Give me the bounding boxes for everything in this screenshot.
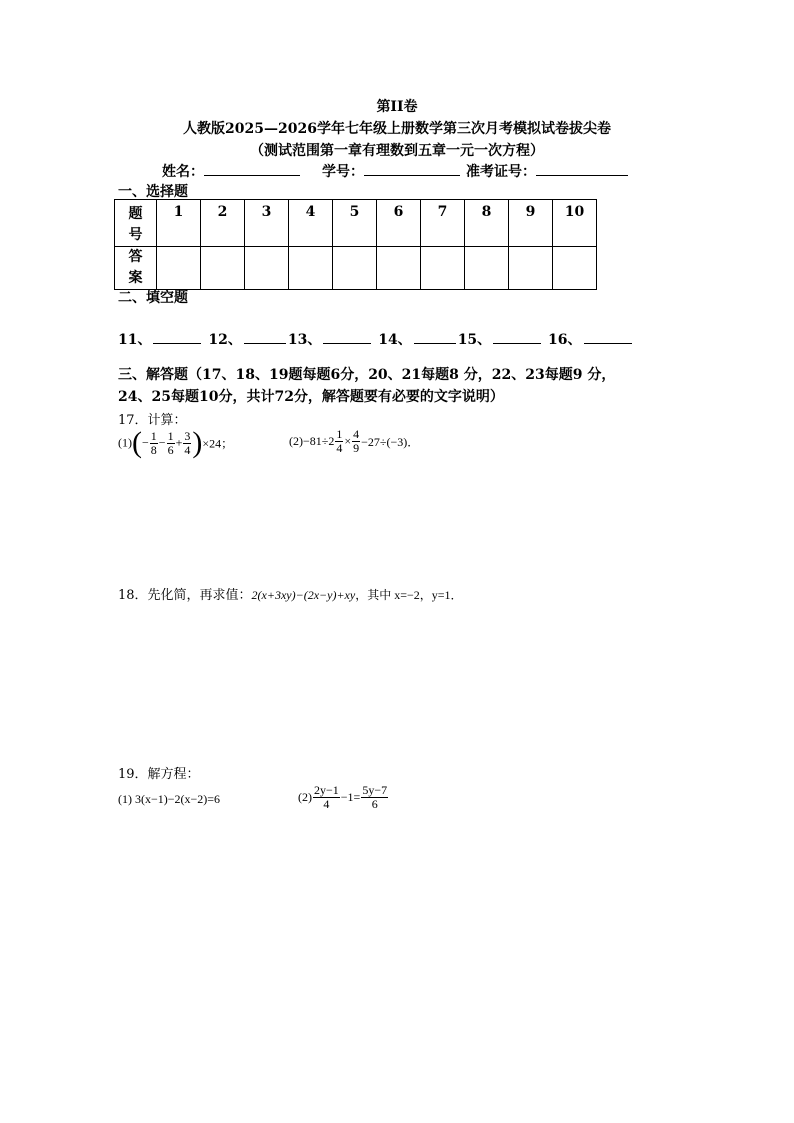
fill-blank[interactable]	[493, 329, 541, 344]
question-number-cell: 8	[465, 200, 509, 247]
question-number-cell: 3	[245, 200, 289, 247]
fill-blank[interactable]	[153, 329, 201, 344]
q18	[118, 584, 463, 603]
answer-cell[interactable]	[245, 247, 289, 290]
fill-blank[interactable]	[414, 329, 456, 344]
exam-id-label: 准考证号：	[466, 164, 536, 180]
fill-blank[interactable]	[323, 329, 371, 344]
student-id-field[interactable]	[322, 161, 460, 181]
section-fill-title: 二、填空题	[118, 290, 188, 306]
q18-condition: ，其中 x=−2，y=1．	[355, 588, 463, 602]
fill-item-label: 14、	[378, 332, 412, 348]
q19-part1: (1) 3(x−1)−2(x−2)=6	[118, 792, 221, 806]
question-number-cell: 6	[377, 200, 421, 247]
name-label: 姓名：	[162, 164, 204, 180]
fill-blanks-row	[118, 329, 634, 349]
fill-item-label: 12、	[208, 332, 242, 348]
question-number-cell: 5	[333, 200, 377, 247]
exam-id-blank[interactable]	[536, 161, 628, 176]
question-number-cell: 9	[509, 200, 553, 247]
answer-cell[interactable]	[157, 247, 201, 290]
section-solve-title: 三、解答题（17、18、19题每题6分，20、21每题8 分，22、23每题9 分， 24、25每题10分，共计72分，解答题要有必要的文字说明）	[118, 367, 616, 405]
exam-id-field[interactable]	[466, 161, 628, 181]
exam-title: 人教版2025—2026学年七年级上册数学第三次月考模拟试卷拔尖卷	[183, 121, 611, 137]
section-choice-title: 一、选择题	[118, 184, 188, 200]
fill-item-label: 11、	[118, 332, 152, 348]
q17-label: 17．计算：	[118, 413, 187, 428]
answer-cell[interactable]	[201, 247, 245, 290]
student-id-label: 学号：	[322, 164, 364, 180]
question-number-cell: 1	[157, 200, 201, 247]
fill-item-label: 13、	[287, 332, 322, 348]
answer-cell[interactable]	[377, 247, 421, 290]
fill-item-label: 15、	[457, 332, 492, 348]
q18-label: 18．先化简，再求值：	[118, 588, 252, 603]
question-number-cell: 2	[201, 200, 245, 247]
answer-cell[interactable]	[553, 247, 597, 290]
q18-expression: 2(x+3xy)−(2x−y)+xy	[251, 588, 356, 602]
header-cell: 题 号	[115, 200, 157, 247]
answer-label-cell: 答 案	[115, 247, 157, 290]
exam-subtitle: （测试范围第一章有理数到五章一元一次方程）	[250, 143, 544, 159]
name-field[interactable]	[162, 161, 300, 181]
answer-table	[114, 199, 597, 290]
fill-item-label: 16、	[548, 332, 582, 348]
answer-cell[interactable]	[421, 247, 465, 290]
fill-blank[interactable]	[244, 329, 286, 344]
name-blank[interactable]	[204, 161, 300, 176]
question-number-cell: 4	[289, 200, 333, 247]
answer-cell[interactable]	[289, 247, 333, 290]
answer-cell[interactable]	[509, 247, 553, 290]
answer-cell[interactable]	[465, 247, 509, 290]
answer-cell[interactable]	[333, 247, 377, 290]
question-number-cell: 10	[553, 200, 597, 247]
fill-blank[interactable]	[584, 329, 632, 344]
q17-part2: (2)−81÷2 $\frac{1}{4}$ × $\frac{4}{9}$ −27÷(−3)．	[289, 427, 420, 455]
q17-part1: (1)(− $\frac{1}{8}$ − $\frac{1}{6}$ + $\frac{3}{4}$ )×24；	[118, 426, 234, 459]
q19-part2: (2) $\frac{2y-1}{4}$ −1= $\frac{5y-7}{6}$	[298, 783, 388, 811]
question-number-cell: 7	[421, 200, 465, 247]
volume-label: 第II卷	[376, 99, 418, 115]
q19-label: 19．解方程：	[118, 767, 200, 782]
student-id-blank[interactable]	[364, 161, 460, 176]
